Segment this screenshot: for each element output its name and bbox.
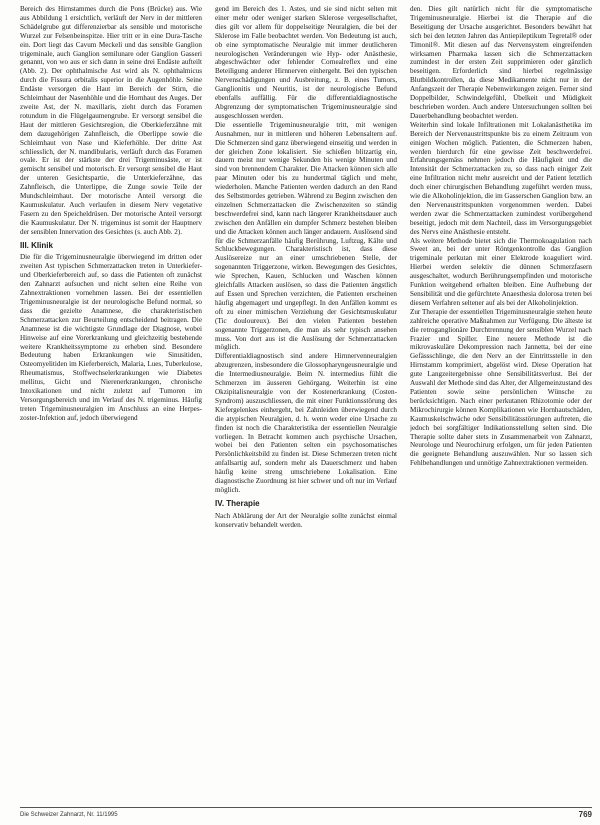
page-number: 769 [578,810,592,819]
section-heading-clinic: III. Klinik [20,240,53,250]
body-paragraph: Als weitere Methode bietet sich die Thermokoagulation nach Sweet an, bei der unter Röntgenkontrolle das Ganglion trigeminale perkutan mit einer Elektrode koaguliert wird. Hierbei werden selektiv die dünnen Schmerzfasern ausgeschaltet, wodurch Berührungsempfinden und motorische Funktion weitgehend erhalten bleiben. Eine Aufhebung der Sensibilität und die gefürchtete Anaesthesia dolorosa treten bei diesem Verfahren seltener auf als bei der Alkoholinjektion. [410,236,592,307]
text-columns [20,5,592,805]
page-footer [20,810,592,820]
column-1 [20,5,202,805]
body-paragraph: Weiterhin sind lokale Infiltrationen mit Lokalanästhetika im Bereich der Nervenaustrittspunkte bis zu einem Zeitraum von einigen Wochen möglich. Patienten, die Schmerzen haben, werden hierdurch für eine gewisse Zeit beschwerdefrei. Erfahrungsgemäss nehmen jedoch die Häufigkeit und die Intensität der Schmerzattacken zu, so dass nach einiger Zeit eine Infiltration nicht mehr ausreicht und der Patient letztlich doch einer chirurgischen Behandlung zugeführt werden muss, wie die Alkoholinjektion, die im Gasserschen Ganglion bzw. an den Nervenaustrittspunkten vorgenommen werden. Dabei werden zwar die Schmerzattacken zumindest vorübergehend beseitigt, jedoch mit dem Nachteil, dass im Versorgungsgebiet des Nervs eine Anästhesie entsteht. [410,120,592,236]
column-2 [215,5,397,805]
section-heading-therapy: IV. Therapie [215,498,260,508]
journal-source: Die Schweizer Zahnarzt, Nr. 11/1995 [20,812,118,818]
footer-divider [20,807,592,808]
body-paragraph: Die essentielle Trigeminusneuralgie tritt, mit wenigen Ausnahmen, nur in mittleren und höheren Lebensaltern auf. Die Schmerzen sind ganz überwiegend einseitig und werden in der gleichen Zone lokalisiert. Sie schießen blitzartig ein, dauern meist nur wenige Sekunden bis wenige Minuten und sind von brennendem Charakter. Die Attacken können sich alle paar Minuten oder bis zu hundertmal täglich und mehr, wiederholen. Manche Patienten werden dadurch an den Rand des Selbstmordes getrieben. Während zu Beginn zwischen den einzelnen Schmerzattacken die Zwischenzeiten so ständig beschwerdefrei sind, kann nach längerer Krankheitsdauer auch zwischen den Anfällen ein dumpfer Schmerz bestehen bleiben und die Attacken können auch länger andauern. Auslösend sind für die Schmerzanfälle häufig Berührung, Luftzug, Kälte und Schluckbewegungen. Charakteristisch ist, dass diese Auslösereize nur an einer umschriebenen Stelle, der sogenannten Triggerzone, wirken. Bewegungen des Gesichtes, wie Sprechen, Kauen, Schlucken und Waschen können gleichfalls Attacken auslösen, so dass die Patienten ängstlich auf Essen und Sprechen verzichten, die Patienten erscheinen häufig abgemagert und ungepflegt. In den Anfällen kommt es oft zu einer mimischen Verziehung der Gesichtsmuskulatur (Tic douloureux). Bei den vielen Patienten bestehen sogenannte Triggerzonen, die man als sehr typisch ansehen muss. Von dort aus ist die Auslösung der Schmerzattacken möglich. [215,120,397,352]
body-paragraph: Differentialdiagnostisch sind andere Hirnnervenneuralgien abzugrenzen, insbesondere die Glossopharyngeusneuralgie und die Intermediusneuralgie. Beim N. intermedius fühlt die Schmerzen im äusseren Gehörgang. Weiterhin ist eine Okzipitalisneuralgie von der Kostenerkrankung (Costen-Syndrom) auszuschliessen, die mit einer Funktionsstörung des Kiefergelenkes einhergeht, bei Zahnleiden überwiegend durch die atypischen Neuralgien, d. h. wenn weder eine Ursache zu finden ist noch die Charakteristika der essentiellen Neuralgie vorliegen. In Betracht kommen auch psychische Ursachen, wobei bei den Patienten selten ein psychosomatisches Persönlichkeitsbild zu finden ist. Diese Schmerzen treten nicht anfallsartig auf, sondern mehr als Dauerschmerz und haben häufig keine streng umschriebene Lokalisation. Eine diagnostische Zuordnung ist hier schwer und oft nur im Verlauf möglich. [215,352,397,494]
body-paragraph: den. Dies gilt natürlich nicht für die symptomatische Trigeminusneuralgie. Hierbei ist die Therapie auf die Beseitigung der Ursache ausgerichtet. Besonders bewährt hat sich bei den letzten Jahren das Antiepileptikum Tegretal® oder Timonil®. Mit diesen auf das Nervensystem eingreifenden wirksamen Pharmaka lassen sich die Schmerzattacken zumindest in der ersten Zeit supprimieren oder gänzlich beseitigen. Erforderlich sind hierbei regelmässige Blutbildkontrollen, da diese Medikamente nicht nur in der Anfangszeit der Therapie Nebenwirkungen zeigen. Ferner sind Doppelbilder, Schwindelgefühl, Übelkeit und Müdigkeit beschrieben worden. Auch andere Untersuchungen sollten bei Dauerbehandlung beobachtet werden. [410,5,592,120]
body-paragraph: Nach Abklärung der Art der Neuralgie sollte zunächst einmal konservativ behandelt werden. [215,511,397,529]
body-paragraph: Zur Therapie der essentiellen Trigeminusneuralgie stehen heute zahlreiche operative Maßnahmen zur Verfügung. Die älteste ist die retroganglionäre Durchtrennung der sensiblen Wurzel nach Frazier und Spiller. Eine neuere Methode ist die mikrovaskuläre Dekompression nach Jannetta, bei der eine Gefässschlinge, die den Nerv an der Eintrittsstelle in den Hirnstamm komprimiert, abgelöst wird. Diese Operation hat gute Langzeitergebnisse ohne Sensibilitätsverlust. Bei der Auswahl der Methode sind das Alter, der Allgemeinzustand des Patienten sowie seine persönlichen Wünsche zu berücksichtigen. Nach einer perkutanen Rhizotomie oder der Mikrochirurgie können Komplikationen wie Hornhautschäden, Kaumuskelschwäche oder Sensibilitätsstörungen auftreten, die jedoch bei sorgfältiger Indikationsstellung selten sind. Die Therapie sollte daher stets in Zusammenarbeit von Zahnarzt, Neurologe und Neurochirurg erfolgen, um für jeden Patienten die geeignete Behandlung auszuwählen. Nur so lassen sich Fehlbehandlungen und unnötige Zahnextraktionen vermeiden. [410,307,592,468]
body-paragraph: Die für die Trigeminusneuralgie überwiegend im dritten oder zweiten Ast typischen Schmerzattacken treten in Unterkiefer- und Oberkieferbereich auf, so dass die Patienten oft zunächst den Zahnarzt aufsuchen und nicht selten eine Reihe von Zahnextraktionen vornehmen lassen. Bei der essentiellen Trigeminusneuralgie ist der neurologische Befund normal, so dass die gezielte Anamnese, die charakteristischen Schmerzattacken zur Beurteilung entscheidend beitragen. Die Anamnese ist die wichtigste Grundlage der Diagnose, wobei Hinweise auf eine Vorerkrankung und gleichzeitig bestehende weitere Krankheitssymptome zu erheben sind. Besondere Bedeutung haben Erkrankungen wie Sinusitiden, Osteomyelitiden im Kieferbereich, Malaria, Lues, Tuberkulose, Rheumatismus, Stoffwechselerkrankungen wie Diabetes mellitus, Gicht und Nierenerkrankungen, chronische Intoxikationen und nicht zuletzt auf Tumoren im Versorgungsbereich und im Verlauf des N. trigeminus. Häufig treten Trigeminusneuralgien im Anschluss an eine Herpes-zoster-Infektion auf, jedoch überwiegend [20,253,202,422]
column-3 [410,5,592,805]
body-paragraph: Bereich des Hirnstammes durch die Pons (Brücke) aus. Wie aus Abbildung 1 ersichtlich, verläuft der Nerv in der mittleren Schädelgrube gut differenzierbar als sensible und motorische Wurzel zur Felsenbeinspitze. Hier tritt er in eine Dura-Tasche ein. Dort liegt das Cavum Meckeli und das sensible Ganglion trigeminale, auch Ganglion semilunare oder Ganglion Gasseri genannt, von wo aus er sich dann in seine drei Endäste aufteilt (Abb. 2). Der ophthalmische Ast wird als N. ophthalmicus durch die Fissura orbitalis superior in die Augenhöhle. Seine Endäste versorgen die Haut im Bereich der Stirn, die Schleimhaut der Nasenhöhle und die Hornhaut des Auges. Der zweite Ast, der N. maxillaris, zieht durch das Foramen rotundum in die Flügelgaumengrube. Er versorgt sensibel die Haut der mittleren Gesichtsregion, die Oberkieferzähne mit dem dazugehörigen Zahnfleisch, die Oberlippe sowie die Schleimhaut von Nase und Kieferhöhle. Der dritte Ast schliesslich, der N. mandibularis, verläuft durch das Foramen ovale. Er ist der stärkste der drei Trigeminusäste, er ist gemischt sensibel und motorisch. Er versorgt sensibel die Haut der unteren Gesichtspartie, die Unterkieferzähne, das Zahnfleisch, die Unterlippe, die Zunge sowie Teile der Mundschleimhaut. Der motorische Anteil versorgt die Kaumuskulatur. Auch verlaufen in diesem Nerv vegetative Fasern zu den Speicheldrüsen. Der motorische Anteil versorgt die Kaumuskulatur. Der N. trigeminus ist somit der Hauptnerv der sensiblen Innervation des Gesichtes (s. auch Abb. 2). [20,5,202,236]
body-paragraph: gend im Bereich des 1. Astes, und sie sind nicht selten mit einer mehr oder weniger starken Sklerose vergesellschaftet, dies gilt vor allem für doppelseitige Neuralgien, die bei der Sklerose im Falle beobachtet werden. Von Bedeutung ist auch, ob eine symptomatische Neuralgie mit immer deutlicheren neurologischen Veränderungen wie Hyp- oder Anästhesie, abgeschwächter oder fehlender Cornealreflex und eine Beteiligung anderer Hirnnerven einhergeht. Bei den typischen Nervenschädigungen und Ausbreitung, z. B. eines Tumors, Ganglionitis und Neuritis, ist der neurologische Befund ebenfalls auffällig. Für die differentialdiagnostische Abgrenzung der symptomatischen Trigeminusneuralgie sind ausgeschlossen werden. [215,5,397,120]
